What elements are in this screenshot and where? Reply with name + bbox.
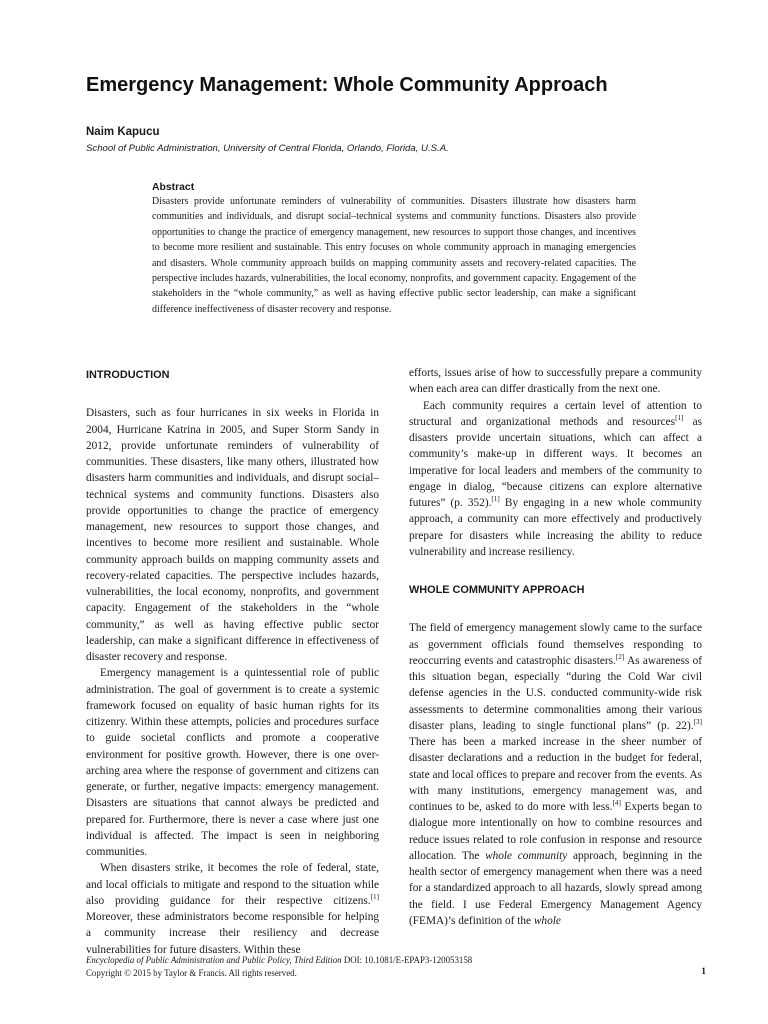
intro-paragraph-3-continued: efforts, issues arise of how to successfully prepare a community when each area can differ drastically from the next one. [409, 367, 702, 396]
citation-ref: [2] [615, 652, 625, 661]
whole-community-paragraph [409, 620, 702, 929]
citation-ref: [1] [491, 495, 500, 503]
whole-community-heading: WHOLE COMMUNITY APPROACH [409, 584, 585, 596]
body-text-segment: approach, beginning in the health sector of emergency management when there was a need for a standardized approach to all hazards, slowly spread among the field. I use Federal Emergency Management Agency (FEMA)’s definition of the [409, 849, 702, 927]
intro-paragraph-4 [409, 398, 702, 561]
intro-paragraph-3 [86, 860, 379, 958]
introduction-heading: INTRODUCTION [86, 369, 170, 381]
journal-name: Encyclopedia of Public Administration and Public Policy, Third Edition [86, 955, 342, 965]
intro-text-segment: as disasters provide uncertain situations, which can affect a community’s make-up in different ways. It becomes an imperative for local leaders and members of the community to engage in dialog, “because citizens can explore alternative futures” (p. 352). [409, 415, 702, 509]
emphasis-text: whole [533, 914, 561, 927]
intro-paragraph-2: Emergency management is a quintessential role of public administration. The goal of government is to create a systemic framework focused on equality of basic human rights for its citizenry. Within these attempts, policies and procedures surface to guide societal conflicts and promote a cooperative environment for positive growth. However, there is one over-arching area where the response of government and citizens can generate, or further, negative impacts: emergency management. Disasters are situations that cannot always be predicted and prepared for. Furthermore, there is never a case where just one individual is affected. The impact is seen in neighboring communities. [86, 667, 379, 858]
right-column [409, 365, 702, 929]
intro-text-segment: By engaging in a new whole community approach, a community can more effectively and productively prepare for disasters while increasing the ability to reduce vulnerability and increase resiliency. [409, 497, 702, 558]
intro-text-segment: Each community requires a certain level of attention to structural and organizational methods and resources [409, 399, 702, 428]
author-name: Naim Kapucu [86, 126, 160, 138]
abstract-heading: Abstract [152, 182, 195, 193]
left-column [86, 365, 379, 958]
body-text-segment: As awareness of this situation began, especially “during the Cold War civil defense agencies in the U.S. conducted community-wide risk assessments to determine commonalities among their various disaster plans, leading to single functional plans” (p. 22). [409, 654, 702, 732]
abstract-text: Disasters provide unfortunate reminders of vulnerability of communities. Disasters illustrate how disasters harm communities and individuals, and disrupt social–technical systems and community functions. Disasters also provide opportunities to change the practice of emergency management, new resources to support those changes, and incentives to become more resilient and sustainable. This entry focuses on whole community approach in managing emergencies and disasters. Whole community approach builds on mapping community assets and recovery-related capacities. The perspective includes hazards, vulnerabilities, the local economy, nonprofits, and government capacity. Engagement of the stakeholders in the “whole community,” as well as having effective public sector leadership, can make a significant difference ineffectiveness of disaster recovery and response. [152, 196, 636, 315]
body-text-segment: The field of emergency management slowly came to the surface as government officials found themselves responding to reoccurring events and catastrophic disasters. [409, 622, 702, 667]
copyright: Copyright © 2015 by Taylor & Francis. All rights reserved. [86, 967, 297, 978]
intro-paragraph-1: Disasters, such as four hurricanes in six weeks in Florida in 2004, Hurricane Katrina in 2005, and Super Storm Sandy in 2012, provide unfortunate reminders of vulnerability of communities. These disasters, like many others, illustrated how disasters harm communities and individuals, and disrupt social–technical systems and community functions. Disasters also provide opportunities to change the practice of emergency management, new resources to support those changes, and incentives to become more resilient and sustainable. Whole community approach builds on mapping community assets and recovery-related capacities. The perspective includes hazards, vulnerabilities, the local economy, nonprofits, and government capacity. Engagement of the stakeholders in the “whole community,” as well as having effective public sector leadership, can make a significant difference in effectiveness of disaster recovery and response. [86, 407, 379, 663]
article-title: Emergency Management: Whole Community Approach [86, 74, 608, 96]
doi: DOI: 10.1081/E-EPAP3-120053158 [343, 955, 473, 965]
citation-ref: [4] [612, 799, 621, 807]
intro-text-segment: When disasters strike, it becomes the role of federal, state, and local officials to mitigate and respond to the situation while also providing guidance for their respective citizens. [86, 862, 379, 907]
intro-text-segment: Moreover, these administrators become responsible for helping a community increase their resiliency and decrease vulnerabilities for future disasters. Within these [86, 911, 379, 956]
citation-ref: [1] [675, 413, 684, 422]
citation-ref: [3] [693, 717, 702, 726]
page-footer [86, 954, 706, 979]
emphasis-text: whole community [485, 849, 568, 862]
citation-ref: [1] [370, 892, 379, 901]
body-text-segment: Experts began to dialogue more intentionally on how to combine resources and reduce issues related to role confusion in response and resource allocation. The [409, 801, 702, 862]
author-affiliation: School of Public Administration, University of Central Florida, Orlando, Florida, U.S.A. [86, 143, 449, 154]
page-number: 1 [701, 967, 706, 977]
body-text-segment: There has been a marked increase in the sheer number of disaster declarations and a reduction in the budget for federal, state and local offices to prepare and recover from the events. As with many institutions, emergency management was, and continues to be, asked to do more with less. [409, 736, 702, 813]
